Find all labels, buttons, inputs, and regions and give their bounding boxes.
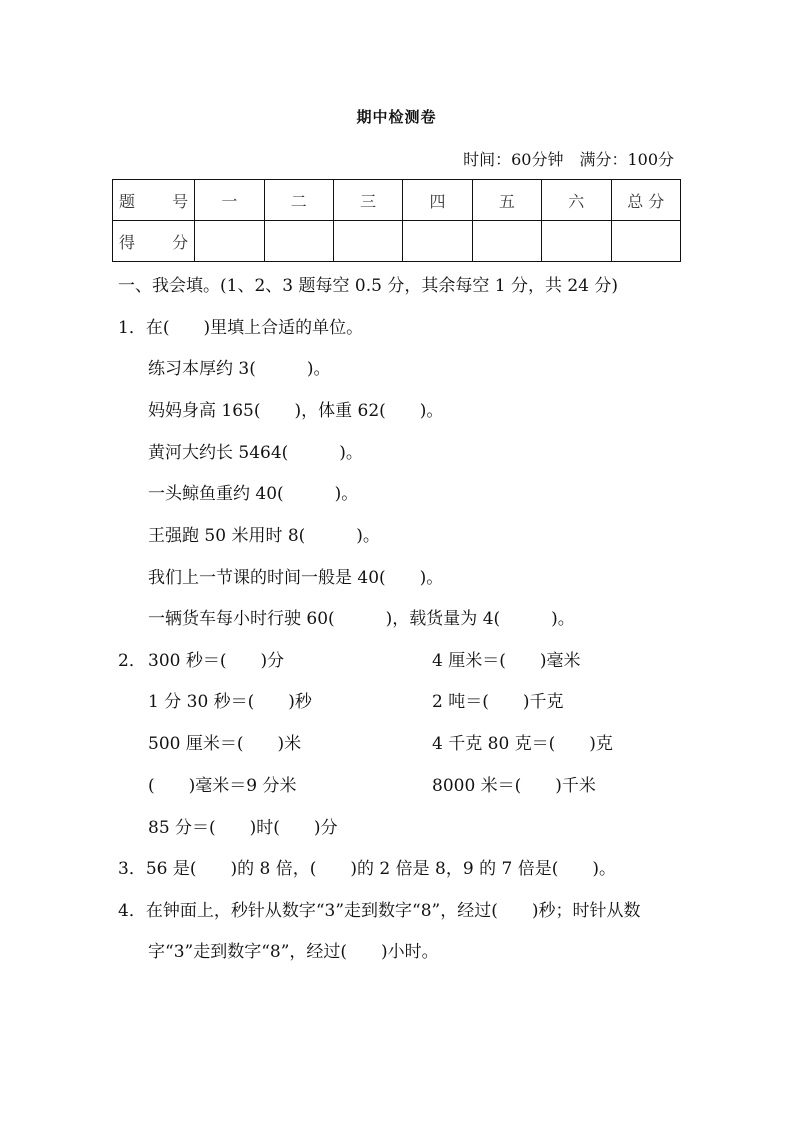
question-2-left-item: 500 厘米＝( )米 xyxy=(148,734,302,754)
section-heading: 一、我会填。(1、2、3 题每空 0.5 分，其余每空 1 分，共 24 分) xyxy=(118,276,619,296)
question-number-row xyxy=(113,180,681,221)
time-limit: 时间：60分钟 xyxy=(463,150,564,169)
col-header-4: 四 xyxy=(403,180,472,221)
score-cell-1[interactable] xyxy=(195,221,264,262)
row-header-score xyxy=(113,221,195,262)
score-cell-3[interactable] xyxy=(333,221,402,262)
score-cell-5[interactable] xyxy=(472,221,541,262)
question-1-item: 一头鲸鱼重约 40( )。 xyxy=(148,484,359,504)
score-row xyxy=(113,221,681,262)
question-2-left-item: 300 秒＝( )分 xyxy=(148,651,285,671)
question-1-item: 一辆货车每小时行驶 60( )，载货量为 4( )。 xyxy=(148,609,575,629)
question-2-number: 2． xyxy=(118,651,146,671)
col-header-1: 一 xyxy=(195,180,264,221)
exam-meta xyxy=(463,147,674,170)
col-header-6: 六 xyxy=(542,180,611,221)
question-1-stem: 1．在( )里填上合适的单位。 xyxy=(118,318,364,338)
question-4-line-1: 4．在钟面上，秒针从数字“3”走到数字“8”，经过( )秒；时针从数 xyxy=(118,901,641,921)
col-header-5: 五 xyxy=(472,180,541,221)
question-2-left-item: ( )毫米＝9 分米 xyxy=(148,776,297,796)
score-cell-6[interactable] xyxy=(542,221,611,262)
question-2-right-item: 8000 米＝( )千米 xyxy=(432,776,596,796)
label-char: 得 xyxy=(119,232,136,252)
question-2-right-item: 4 千克 80 克＝( )克 xyxy=(432,734,613,754)
question-2-right-item: 4 厘米＝( )毫米 xyxy=(432,651,581,671)
score-cell-4[interactable] xyxy=(403,221,472,262)
question-1-item: 妈妈身高 165( )，体重 62( )。 xyxy=(148,401,444,421)
score-cell-2[interactable] xyxy=(264,221,333,262)
col-header-total: 总 分 xyxy=(611,180,681,221)
page-title: 期中检测卷 xyxy=(356,108,437,126)
question-1-item: 我们上一节课的时间一般是 40( )。 xyxy=(148,568,444,588)
score-table xyxy=(112,179,681,262)
question-1-item: 黄河大约长 5464( )。 xyxy=(148,443,363,463)
row-header-question-number xyxy=(113,180,195,221)
question-1-item: 王强跑 50 米用时 8( )。 xyxy=(148,526,380,546)
question-2-left-item: 1 分 30 秒＝( )秒 xyxy=(148,692,312,712)
question-3: 3．56 是( )的 8 倍，( )的 2 倍是 8，9 的 7 倍是( )。 xyxy=(118,859,616,879)
full-score: 满分：100分 xyxy=(579,150,674,169)
question-2-left-item: 85 分＝( )时( )分 xyxy=(148,818,338,838)
question-1-item: 练习本厚约 3( )。 xyxy=(148,359,331,379)
question-2-right-item: 2 吨＝( )千克 xyxy=(432,692,564,712)
label-char: 题 xyxy=(119,191,136,211)
label-char: 分 xyxy=(172,232,189,252)
col-header-2: 二 xyxy=(264,180,333,221)
question-4-line-2: 字“3”走到数字“8”，经过( )小时。 xyxy=(148,942,439,962)
col-header-3: 三 xyxy=(333,180,402,221)
score-cell-total[interactable] xyxy=(611,221,681,262)
label-char: 号 xyxy=(172,191,189,211)
